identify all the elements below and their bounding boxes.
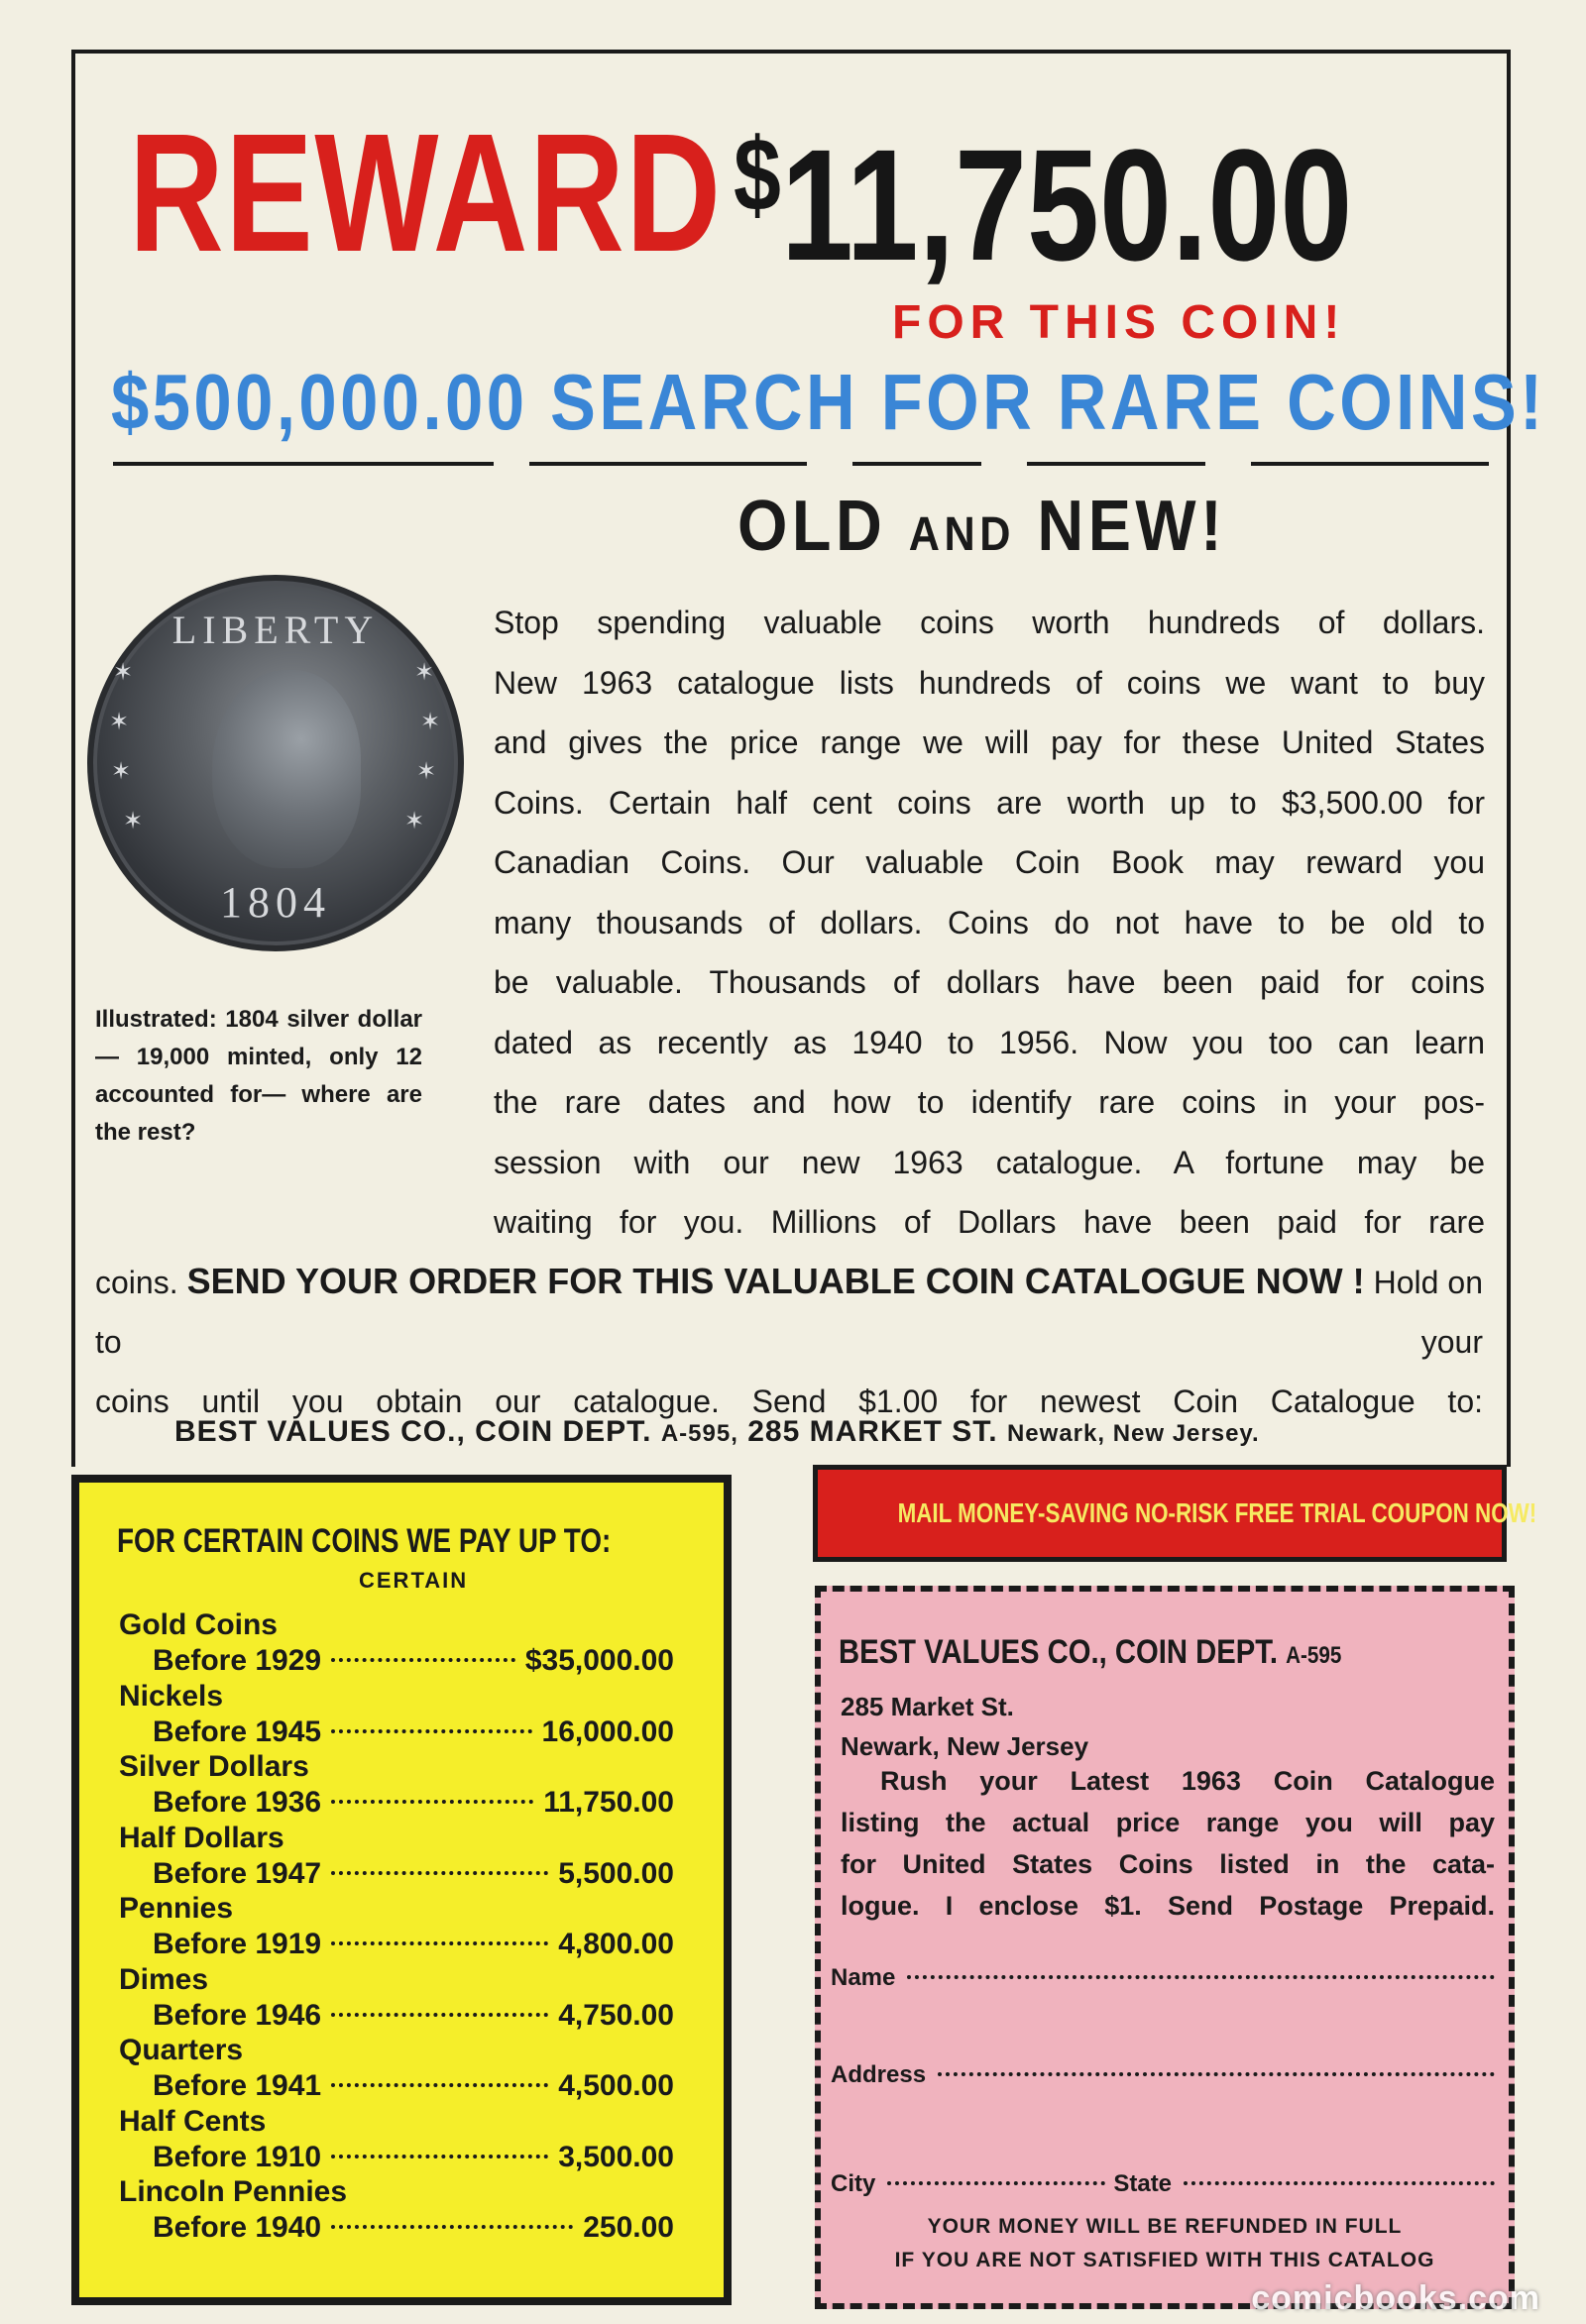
body-line: waiting for you. Millions of Dollars have been paid for rare [494,1204,1485,1240]
address-dept: A-595, [660,1420,738,1447]
price-amount: 4,500.00 [558,2069,674,2102]
price-before: Before 1929 [153,1644,322,1677]
price-before: Before 1946 [153,1998,322,2032]
price-amount: 5,500.00 [558,1856,674,1890]
leader-dots [331,1941,548,1945]
address-field[interactable] [831,2061,1495,2089]
search-headline: $500,000.00 SEARCH FOR RARE COINS! [111,358,1546,446]
price-before: Before 1940 [153,2211,322,2244]
dollar-sign: $ [734,117,781,233]
headline-rule [1251,462,1489,466]
coupon-address [841,1687,1088,1766]
city-state-field[interactable] [831,2170,1495,2198]
name-label: Name [831,1964,896,1991]
price-list-box [71,1475,732,2305]
coupon-body-line: logue. I enclose $1. Send Postage Prepaid. [841,1891,1495,1921]
svg-text:✶: ✶ [109,708,130,735]
body-line: dated as recently as 1940 to 1956. Now you too can learn [494,1024,1485,1060]
order-coupon[interactable] [815,1586,1515,2309]
price-category: Gold Coins [119,1608,278,1641]
price-list [119,1607,674,2246]
old-word: OLD [737,487,887,566]
price-item [119,1607,674,1679]
svg-text:✶: ✶ [414,658,435,686]
address-blank[interactable] [938,2072,1495,2076]
svg-text:✶: ✶ [123,807,144,834]
coupon-body-line: Rush your Latest 1963 Coin Catalogue [880,1766,1495,1796]
price-category: Pennies [119,1892,234,1925]
coupon-company [839,1633,1341,1672]
body-line: Stop spending valuable coins worth hundreds of dollars. [494,605,1485,640]
body-line: and gives the price range we will pay for these United States [494,724,1485,760]
price-heading: FOR CERTAIN COINS WE PAY UP TO: [117,1522,612,1560]
headline-rule [529,462,807,466]
svg-text:✶: ✶ [113,658,134,686]
price-category: Half Dollars [119,1821,284,1854]
price-category: Half Cents [119,2104,267,2138]
price-before: Before 1936 [153,1786,322,1819]
svg-text:✶: ✶ [404,807,425,834]
price-item [119,1679,674,1750]
name-blank[interactable] [907,1975,1495,1979]
order-copy [95,1252,1483,1431]
price-item [119,1962,674,2034]
body-line: many thousands of dollars. Coins do not have to be old to [494,904,1485,941]
city-blank[interactable] [887,2181,1105,2185]
order-line [95,1252,1483,1372]
price-item [119,1749,674,1821]
order-pre: coins. [95,1265,178,1300]
price-before: Before 1947 [153,1856,322,1890]
coupon-city: Newark, New Jersey [841,1731,1089,1761]
state-blank[interactable] [1184,2181,1495,2185]
coin-date: 1804 [220,878,331,927]
price-amount: 4,750.00 [558,1998,674,2032]
order-emphasis: SEND YOUR ORDER FOR THIS VALUABLE COIN CATALOGUE NOW ! [186,1261,1365,1301]
coupon-dept: A-595 [1286,1642,1342,1669]
leader-dots [331,2083,548,2087]
price-category: Lincoln Pennies [119,2175,348,2208]
price-category: Quarters [119,2034,244,2066]
svg-text:✶: ✶ [416,757,437,785]
coupon-street: 285 Market St. [841,1692,1014,1721]
price-amount: $35,000.00 [524,1644,674,1677]
price-subheading: CERTAIN [359,1568,469,1593]
body-line: session with our new 1963 catalogue. A fortune may be [494,1144,1485,1180]
order-line: coins until you obtain our catalogue. Send $1.00 for newest Coin Catalogue to: [95,1383,1483,1419]
body-line: be valuable. Thousands of dollars have been paid for coins [494,964,1485,1000]
body-copy [494,593,1485,1253]
price-item [119,2174,674,2246]
coupon-body-line: listing the actual price range you will pay [841,1808,1495,1837]
headline-rule [113,462,494,466]
reward-value: 11,750.00 [780,116,1353,293]
body-line: the rare dates and how to identify rare coins in your pos- [494,1084,1485,1120]
and-word: AND [908,508,1015,561]
price-item [119,1821,674,1892]
price-before: Before 1945 [153,1715,322,1748]
coupon-body [841,1760,1495,1927]
leader-dots [331,2225,573,2229]
svg-text:✶: ✶ [420,708,441,735]
refund-line: IF YOU ARE NOT SATISFIED WITH THIS CATALOG [894,2249,1435,2271]
price-category: Silver Dollars [119,1750,309,1783]
price-amount: 11,750.00 [543,1786,674,1819]
new-word: NEW! [1037,487,1227,566]
price-item [119,1891,674,1962]
price-item [119,2033,674,2104]
body-line: Canadian Coins. Our valuable Coin Book may reward you [494,844,1485,880]
leader-dots [331,1800,533,1804]
body-line: New 1963 catalogue lists hundreds of coins we want to buy [494,664,1485,701]
price-amount: 3,500.00 [558,2140,674,2173]
leader-dots [331,2155,548,2158]
coin-legend-liberty: LIBERTY [171,608,380,652]
coupon-company-name: BEST VALUES CO., COIN DEPT. [839,1633,1278,1671]
name-field[interactable] [831,1964,1495,1992]
state-label: State [1113,2170,1173,2197]
price-before: Before 1919 [153,1928,322,1960]
old-and-new-heading [737,486,1226,567]
coin-caption: Illustrated: 1804 silver dollar — 19,000 minted, only 12 accounted for— where are the rest? [95,1006,422,1146]
address-label: Address [831,2061,927,2088]
coupon-banner-text: MAIL MONEY-SAVING NO-RISK FREE TRIAL COUPON NOW! [897,1497,1537,1528]
leader-dots [331,2013,548,2017]
watermark: comicbooks.com [1251,2279,1540,2317]
address-street: 285 MARKET ST. [747,1415,998,1448]
price-amount: 4,800.00 [558,1928,674,1960]
order-post: Hold on to your [95,1265,1484,1360]
price-item [119,2104,674,2175]
price-amount: 16,000.00 [541,1715,674,1748]
headline-rule [852,462,981,466]
refund-notice [821,2210,1509,2277]
leader-dots [331,1658,515,1662]
price-category: Nickels [119,1679,224,1713]
refund-line: YOUR MONEY WILL BE REFUNDED IN FULL [927,2215,1403,2238]
silver-dollar-coin-image [87,575,464,951]
city-label: City [831,2170,876,2197]
price-category: Dimes [119,1962,209,1996]
price-before: Before 1941 [153,2069,322,2102]
address-city: Newark, New Jersey. [1006,1420,1260,1447]
reward-heading: REWARD [129,99,723,287]
liberty-bust-icon [212,670,361,868]
reward-amount [734,116,1353,293]
coupon-body-line: for United States Coins listed in the cata- [841,1849,1495,1879]
leader-dots [331,1871,548,1875]
leader-dots [331,1729,531,1733]
coupon-banner [813,1465,1537,1562]
price-amount: 250.00 [583,2211,674,2244]
price-before: Before 1910 [153,2140,322,2173]
svg-text:✶: ✶ [111,757,132,785]
mailing-address [174,1415,1260,1449]
body-line: Coins. Certain half cent coins are worth up to $3,500.00 for [494,784,1485,821]
address-company: BEST VALUES CO., COIN DEPT. [174,1415,652,1448]
headline-rule [1027,462,1205,466]
for-this-coin: FOR THIS COIN! [892,296,1346,349]
